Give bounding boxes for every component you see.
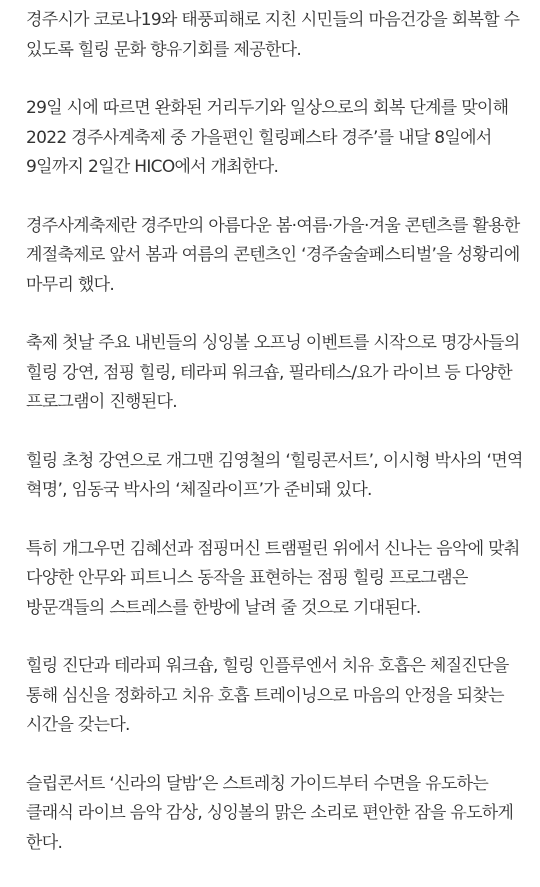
article-paragraph-1: 경주시가 코로나19와 태풍피해로 지친 시민들의 마음건강을 회복할 수 있도록 힐링 문화 향유기회를 제공한다. bbox=[26, 10, 520, 60]
article-paragraph-2: 29일 시에 따르면 완화된 거리두기와 일상으로의 회복 단계를 맞이해 2022 경주사계축제 중 가을편인 힐링페스타 경주’를 내달 8일에서 9일까지 2일간 HICO에서 개최한다. bbox=[26, 98, 509, 177]
article-paragraph-3: 경주사계축제란 경주만의 아름다운 봄·여름·가을·겨울 콘텐츠를 활용한 계절축제로 앞서 봄과 여름의 콘텐츠인 ‘경주술술페스티벌’을 성황리에 마무리 했다. bbox=[26, 215, 520, 295]
article-paragraph-8: 슬립콘서트 ‘신라의 달밤’은 스트레칭 가이드부터 수면을 유도하는 클래식 라이브 음악 감상, 싱잉볼의 맑은 소리로 편안한 잠을 유도하게 한다. bbox=[26, 773, 514, 853]
article-paragraph-5: 힐링 초청 강연으로 개그맨 김영철의 ‘힐링콘서트’, 이시형 박사의 ‘면역 혁명’, 임동국 박사의 ‘체질라이프’가 준비돼 있다. bbox=[26, 450, 523, 500]
article-paragraph-6: 특히 개그우먼 김혜선과 점핑머신 트램펄린 위에서 신나는 음악에 맞춰 다양한 안무와 피트니스 동작을 표현하는 점핑 힐링 프로그램은 방문객들의 스트레스를 한방에 날려 줄 것으로 기대된다. bbox=[26, 538, 520, 618]
article-paragraph-7: 힐링 진단과 테라피 워크숍, 힐링 인플루엔서 치유 호흡은 체질진단을 통해 심신을 정화하고 치유 호흡 트레이닝으로 마음의 안정을 되찾는 시간을 갖는다. bbox=[26, 656, 509, 735]
article-paragraph-4: 축제 첫날 주요 내빈들의 싱잉볼 오프닝 이벤트를 시작으로 명강사들의 힐링 강연, 점핑 힐링, 테라피 워크숍, 필라테스/요가 라이브 등 다양한 프로그램이 진행된다. bbox=[26, 333, 520, 412]
article-body bbox=[26, 6, 526, 887]
